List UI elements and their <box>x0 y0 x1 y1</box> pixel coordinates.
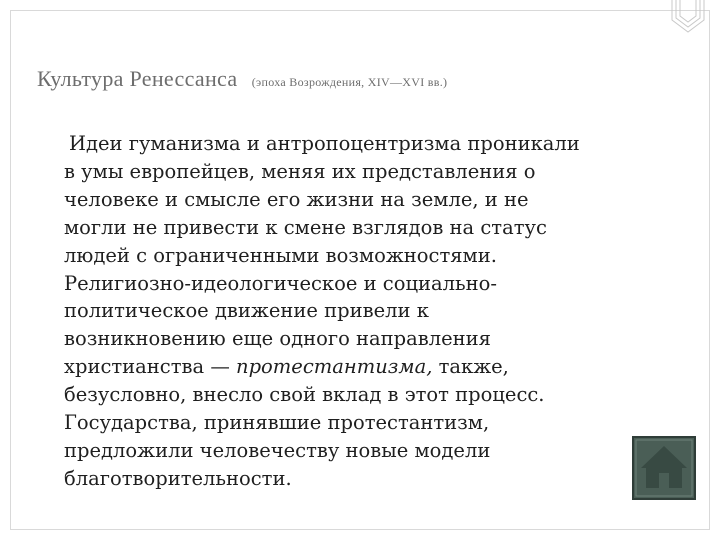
slide-title <box>37 66 447 92</box>
body-line: могли не привести к смене взглядов на статус <box>64 215 547 239</box>
body-line: людей с ограниченными возможностями. <box>64 243 497 267</box>
title-main: Культура Ренессанса <box>37 66 238 91</box>
body-line: политическое движение привели к <box>64 299 429 323</box>
home-button[interactable] <box>632 436 696 500</box>
body-line: человеке и смысле его жизни на земле, и не <box>64 187 529 211</box>
body-text <box>64 130 664 493</box>
body-line: в умы европейцев, меняя их представления о <box>64 159 536 183</box>
body-line: Идеи гуманизма и антропоцентризма проникали <box>69 132 580 155</box>
body-text-segment: христианства — <box>64 355 237 379</box>
home-icon <box>632 436 696 500</box>
body-line <box>64 353 664 381</box>
emphasis-protestantism: протестантизма, <box>236 355 433 379</box>
body-line: благотворительности. <box>64 466 292 490</box>
body-line: возникновению еще одного направления <box>64 327 491 351</box>
body-line: Религиозно-идеологическое и социально- <box>64 271 497 295</box>
title-subtitle: (эпоха Возрождения, XIV—XVI вв.) <box>251 75 448 89</box>
body-line: Государства, принявшие протестантизм, <box>64 411 490 435</box>
corner-decoration <box>670 0 706 46</box>
body-line: безусловно, внесло свой вклад в этот процесс. <box>64 383 545 407</box>
body-text-segment: также, <box>432 355 509 379</box>
body-line: предложили человечеству новые модели <box>64 438 491 462</box>
